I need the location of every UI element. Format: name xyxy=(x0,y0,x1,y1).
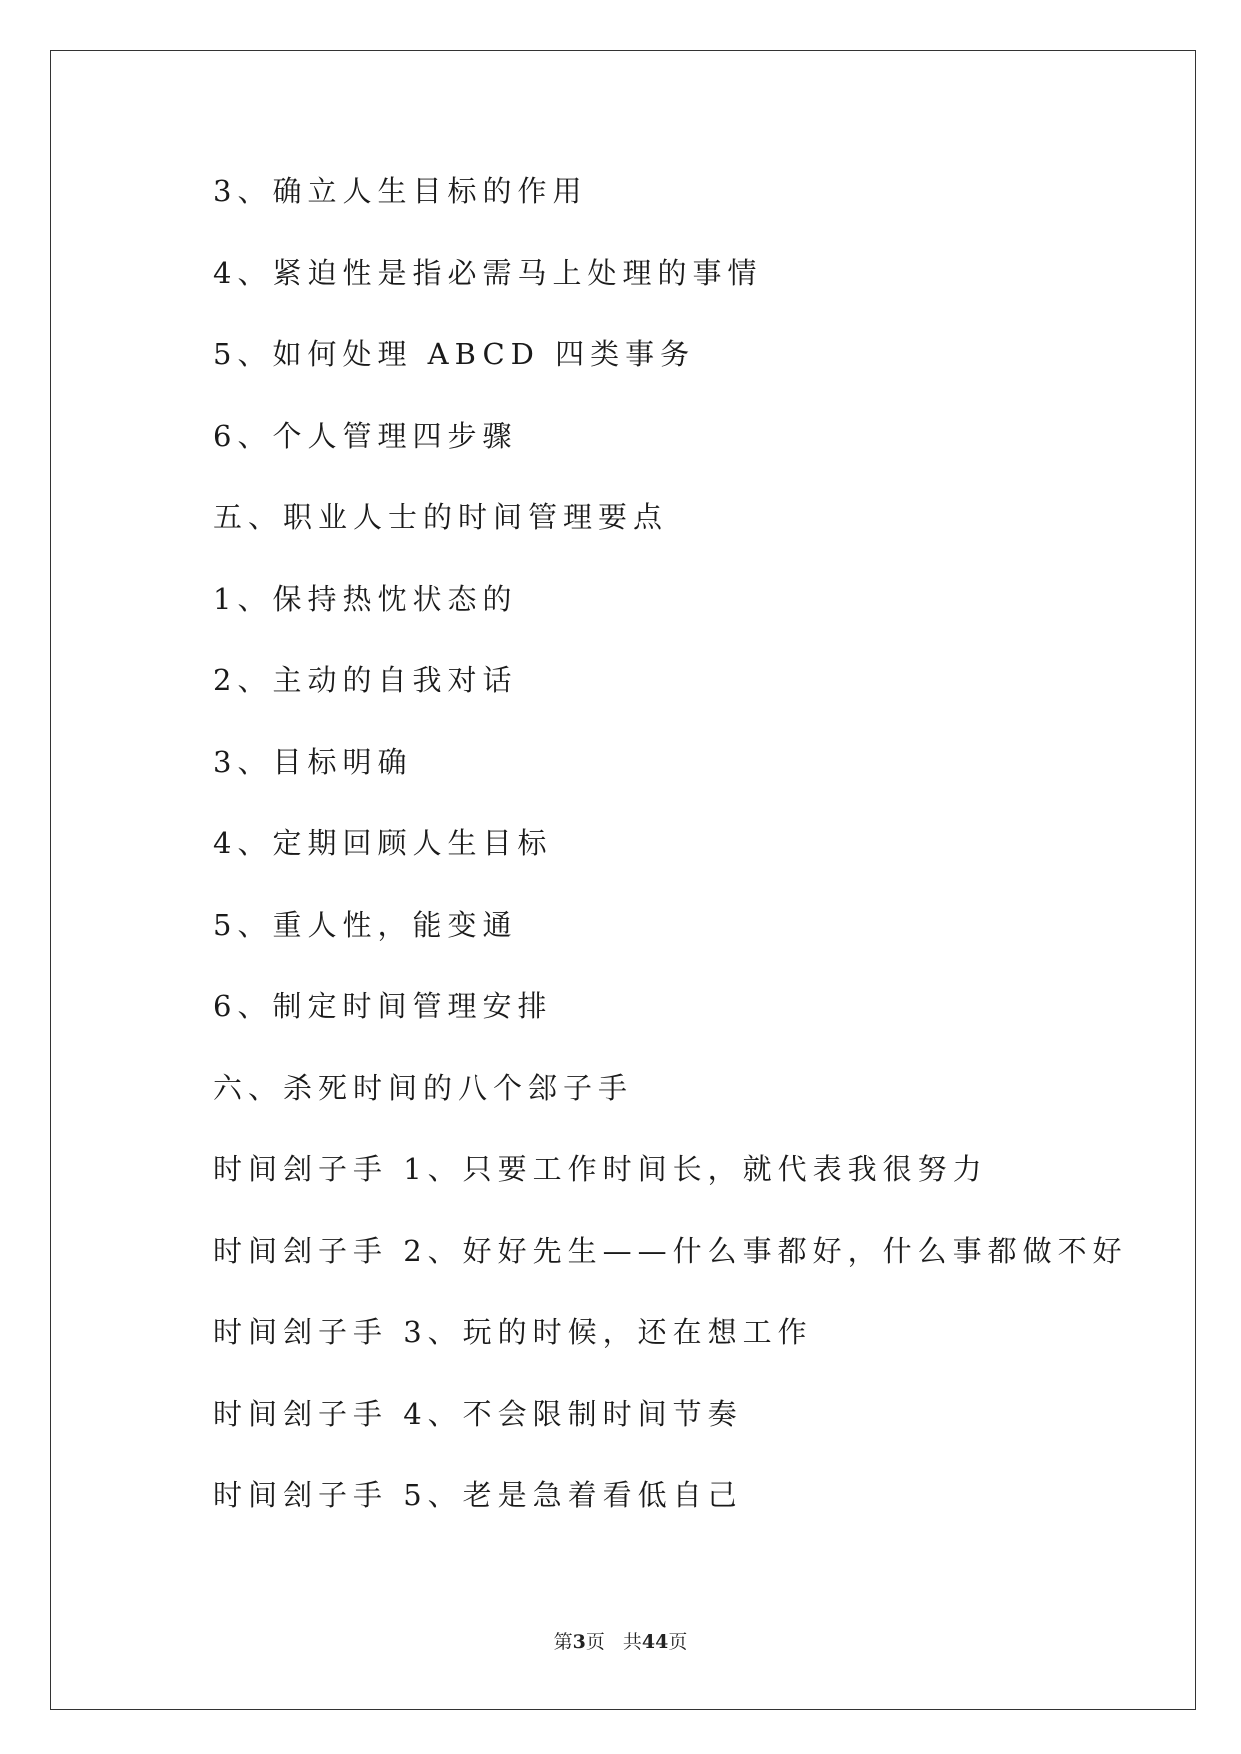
text-line: 3、确立人生目标的作用 xyxy=(213,174,588,208)
text-line: 6、制定时间管理安排 xyxy=(213,989,553,1023)
page-number: 3 xyxy=(572,1631,586,1653)
page-footer xyxy=(0,1630,1241,1654)
text-line: 5、如何处理 ABCD 四类事务 xyxy=(213,337,696,371)
text-line: 5、重人性，能变通 xyxy=(213,907,518,942)
page-prefix: 第 xyxy=(553,1631,573,1653)
text-line: 1、保持热忱状态的 xyxy=(213,581,518,616)
total-prefix: 共 xyxy=(622,1631,642,1653)
document-body xyxy=(213,165,1143,1551)
text-line: 2、主动的自我对话 xyxy=(213,663,518,697)
text-line: 3、目标明确 xyxy=(213,744,413,779)
page-suffix: 页 xyxy=(585,1631,605,1653)
text-line: 4、紧迫性是指必需马上处理的事情 xyxy=(213,255,763,290)
text-line: 时间刽子手 2、好好先生——什么事都好，什么事都做不好 xyxy=(213,1233,1128,1268)
total-suffix: 页 xyxy=(668,1631,688,1653)
text-line: 时间刽子手 4、不会限制时间节奏 xyxy=(213,1396,743,1431)
total-pages: 44 xyxy=(641,1631,669,1653)
text-line: 6、个人管理四步骤 xyxy=(213,418,518,453)
text-line: 时间刽子手 1、只要工作时间长，就代表我很努力 xyxy=(213,1152,988,1186)
text-line: 4、定期回顾人生目标 xyxy=(213,826,553,860)
text-line: 时间刽子手 5、老是急着看低自己 xyxy=(213,1478,743,1512)
section-heading: 五、职业人士的时间管理要点 xyxy=(213,500,669,534)
section-heading: 六、杀死时间的八个郐子手 xyxy=(213,1070,634,1105)
text-line: 时间刽子手 3、玩的时候，还在想工作 xyxy=(213,1315,813,1349)
